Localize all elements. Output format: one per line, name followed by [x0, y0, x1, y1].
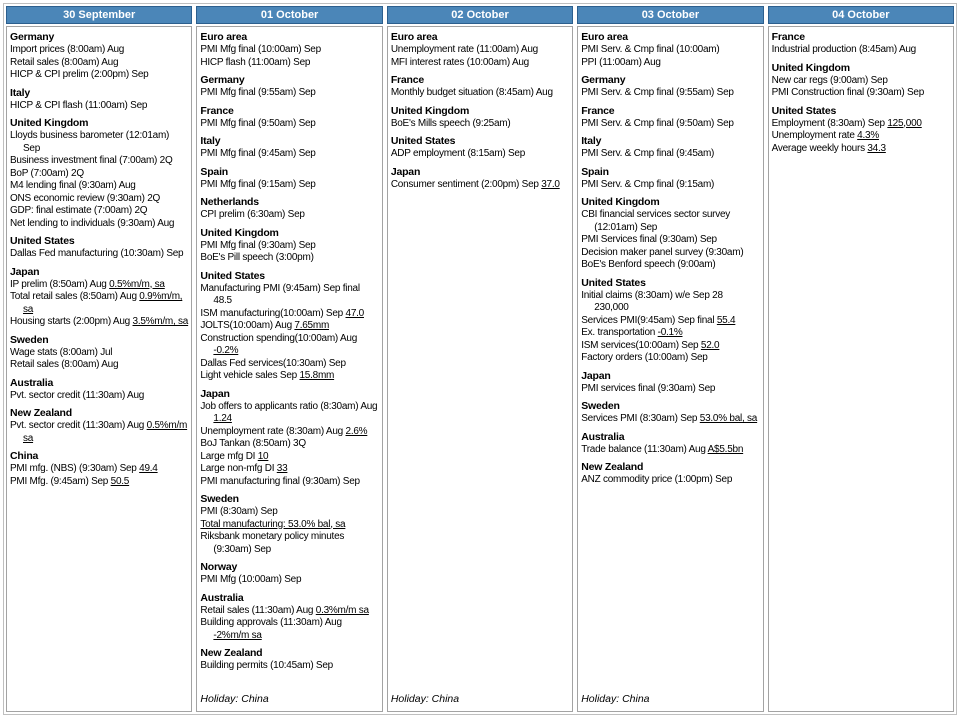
country-group [200, 647, 378, 673]
country-group [10, 407, 188, 445]
event-line [581, 57, 759, 70]
event-value-underlined: 0.5%m/m, sa [109, 278, 165, 290]
event-line [200, 44, 378, 57]
event-text: PMI Serv. & Cmp final (9:50am) Sep [581, 117, 734, 129]
country-name: United States [771, 104, 837, 117]
event-line [10, 420, 188, 445]
event-text: Services PMI (8:30am) Sep [581, 413, 700, 424]
event-line [581, 179, 759, 192]
event-line [200, 252, 378, 265]
event-value-underlined: 2.6% [345, 425, 368, 437]
date-header: 03 October [577, 6, 763, 24]
event-text: Housing starts (2:00pm) Aug [10, 316, 133, 327]
event-text: New car regs (9:00am) Sep [771, 74, 888, 86]
event-value-underlined: 0.5%m/m sa [23, 420, 188, 444]
country-group [581, 74, 759, 100]
country-name: Germany [10, 31, 55, 43]
country-group [10, 377, 188, 403]
event-value-underlined: Total manufacturing: 53.0% bal, sa [200, 518, 346, 530]
event-line [10, 390, 188, 403]
event-text: Business investment final (7:00am) 2Q [10, 155, 173, 166]
event-text: GDP: final estimate (7:00am) 2Q [10, 205, 148, 216]
country-name: New Zealand [10, 407, 72, 419]
event-text: Retail sales (8:00am) Aug [10, 56, 119, 68]
event-text: PMI Serv. & Cmp final (9:15am) [581, 178, 715, 190]
country-name: Spain [200, 165, 228, 178]
event-line [10, 155, 188, 168]
event-value-underlined: 34.3 [867, 142, 886, 154]
event-line [200, 617, 378, 642]
event-text: HICP & CPI flash (11:00am) Sep [10, 99, 148, 111]
event-line [200, 574, 378, 587]
event-text: ISM services(10:00am) Sep [581, 339, 701, 351]
event-text: Retail sales (8:00am) Aug [10, 359, 119, 370]
event-text: IP prelim (8:50am) Aug [10, 278, 110, 290]
event-line [10, 248, 188, 261]
country-name: Euro area [200, 31, 248, 43]
event-text: PPI (11:00am) Aug [581, 56, 661, 68]
event-text: PMI Mfg (10:00am) Sep [200, 574, 302, 585]
event-text: JOLTS(10:00am) Aug [200, 320, 295, 331]
country-group [772, 31, 950, 57]
event-text: PMI Services final (9:30am) Sep [581, 234, 717, 245]
holiday-note: Holiday: China [390, 693, 460, 705]
event-line [10, 130, 188, 155]
event-line [10, 218, 188, 231]
event-line [581, 209, 759, 234]
country-name: Norway [200, 561, 238, 573]
event-line [581, 444, 759, 457]
event-text: Wage stats (8:00am) Jul [10, 346, 113, 358]
event-text: Manufacturing PMI (9:45am) Sep final 48.5 [200, 282, 360, 306]
holiday-note: Holiday: China [200, 693, 269, 705]
country-name: Italy [10, 86, 31, 99]
event-line [10, 193, 188, 206]
event-line [391, 44, 569, 57]
event-line [772, 118, 950, 131]
event-value-underlined: 49.4 [139, 463, 158, 474]
day-column-2 [196, 6, 382, 712]
holiday-note: Holiday: China [581, 693, 650, 705]
day-events [387, 26, 573, 712]
event-text: Large mfg DI [200, 450, 258, 462]
event-text: Dallas Fed manufacturing (10:30am) Sep [10, 248, 184, 259]
day-column-3 [387, 6, 573, 712]
event-text: PMI Mfg final (10:00am) Sep [200, 44, 321, 55]
country-group [10, 266, 188, 329]
event-text: BoE's Pill speech (3:00pm) [200, 252, 314, 263]
event-text: Employment (8:30am) Sep [771, 117, 888, 129]
country-group [200, 105, 378, 131]
event-text: PMI manufacturing final (9:30am) Sep [200, 475, 360, 487]
country-name: France [771, 31, 805, 43]
event-text: Construction spending(10:00am) Aug [200, 332, 358, 344]
economic-calendar [6, 6, 954, 712]
event-text: Decision maker panel survey (9:30am) [581, 246, 744, 258]
event-line [10, 316, 188, 329]
event-line [581, 87, 759, 100]
event-line [200, 118, 378, 131]
event-text: PMI Mfg final (9:15am) Sep [200, 178, 316, 190]
country-name: United Kingdom [390, 104, 470, 117]
event-line [581, 413, 759, 426]
country-name: France [581, 104, 615, 117]
country-group [200, 227, 378, 265]
event-line [10, 359, 188, 372]
event-text: Riksbank monetary policy minutes (9:30am) Sep [200, 531, 345, 555]
country-group [581, 196, 759, 272]
event-text: PMI Mfg final (9:30am) Sep [200, 239, 316, 251]
country-group [581, 277, 759, 365]
event-line [581, 234, 759, 247]
event-line [772, 143, 950, 156]
country-group [200, 493, 378, 556]
event-text: Job offers to applicants ratio (8:30am) Aug [200, 400, 378, 412]
event-line [200, 476, 378, 489]
event-text: ISM manufacturing(10:00am) Sep [200, 307, 346, 319]
country-group [772, 105, 950, 156]
event-line [10, 100, 188, 113]
event-line [200, 451, 378, 464]
country-name: Spain [581, 165, 609, 178]
event-line [391, 57, 569, 70]
country-group [200, 592, 378, 643]
event-line [200, 463, 378, 476]
event-text: ADP employment (8:15am) Sep [390, 148, 526, 159]
event-line [200, 283, 378, 308]
country-group [10, 31, 188, 82]
event-line [10, 44, 188, 57]
event-text: Pvt. sector credit (11:30am) Aug [10, 420, 147, 431]
event-text: PMI (8:30am) Sep [200, 506, 278, 517]
event-text: Building permits (10:45am) Sep [200, 660, 333, 671]
event-text: M4 lending final (9:30am) Aug [10, 180, 136, 191]
country-name: United States [200, 269, 265, 282]
event-line [200, 333, 378, 358]
event-line [10, 57, 188, 70]
event-line [200, 401, 378, 426]
event-line [581, 247, 759, 260]
event-text: Monthly budget situation (8:45am) Aug [390, 87, 553, 98]
event-value-underlined: 33 [276, 463, 288, 474]
event-line [200, 240, 378, 253]
country-name: China [10, 450, 39, 462]
event-value-underlined: 125,000 [887, 117, 922, 129]
event-line [581, 148, 759, 161]
event-text: PMI Mfg. (9:45am) Sep [10, 475, 111, 487]
event-text: MFI interest rates (10:00am) Aug [390, 56, 529, 68]
country-name: United States [581, 276, 646, 289]
country-name: United Kingdom [200, 226, 279, 239]
country-group [391, 166, 569, 192]
date-header: 04 October [768, 6, 954, 24]
event-text: Net lending to individuals (9:30am) Aug [10, 217, 175, 229]
country-name: Sweden [10, 333, 49, 346]
event-text: Average weekly hours [771, 142, 868, 154]
event-text: Unemployment rate (11:00am) Aug [390, 44, 538, 55]
event-line [391, 179, 569, 192]
event-text: HICP & CPI prelim (2:00pm) Sep [10, 69, 149, 80]
event-line [10, 291, 188, 316]
event-text: Initial claims (8:30am) w/e Sep 28 230,000 [581, 289, 723, 313]
event-line [10, 476, 188, 489]
event-text: Large non-mfg DI [200, 463, 277, 474]
event-line [200, 308, 378, 321]
country-group [200, 196, 378, 222]
event-text: BoE's Benford speech (9:00am) [581, 259, 716, 270]
event-text: Building approvals (11:30am) Aug [200, 617, 342, 628]
event-value-underlined: 0.3%m/m sa [315, 604, 369, 616]
event-value-underlined: 10 [257, 450, 269, 462]
day-column-5 [768, 6, 954, 712]
country-group [391, 31, 569, 69]
calendar-table-frame [3, 3, 957, 715]
country-name: Japan [390, 165, 421, 178]
event-text: Total retail sales (8:50am) Aug [10, 291, 140, 302]
country-name: Japan [200, 387, 230, 400]
country-name: Japan [581, 369, 611, 382]
country-group [200, 561, 378, 587]
event-text: Ex. transportation [581, 327, 658, 338]
event-line [581, 340, 759, 353]
event-line [200, 605, 378, 618]
event-text: PMI Serv. & Cmp final (9:45am) [581, 148, 715, 159]
event-value-underlined: 52.0 [700, 339, 720, 351]
event-line [772, 75, 950, 88]
country-group [200, 74, 378, 100]
event-value-underlined: 15.8mm [299, 370, 335, 381]
country-name: Italy [200, 135, 221, 147]
country-name: Australia [581, 430, 625, 443]
event-line [200, 426, 378, 439]
date-header: 02 October [387, 6, 573, 24]
event-text: PMI Mfg final (9:45am) Sep [200, 148, 316, 159]
country-group [581, 105, 759, 131]
event-text: PMI Construction final (9:30am) Sep [771, 87, 925, 98]
event-line [391, 118, 569, 131]
event-text: CBI financial services sector survey (12:01am) Sep [581, 209, 731, 233]
country-name: New Zealand [200, 647, 263, 659]
event-line [200, 179, 378, 192]
event-text: BoE's Mills speech (9:25am) [390, 117, 511, 129]
event-text: ANZ commodity price (1:00pm) Sep [581, 474, 733, 485]
country-group [772, 62, 950, 100]
day-events [577, 26, 763, 712]
event-text: PMI mfg. (NBS) (9:30am) Sep [10, 463, 140, 474]
event-value-underlined: 7.65mm [294, 320, 330, 331]
event-text: Consumer sentiment (2:00pm) Sep [390, 178, 542, 190]
country-name: Euro area [581, 31, 628, 43]
country-group [200, 31, 378, 69]
country-group [10, 235, 188, 261]
event-text: HICP flash (11:00am) Sep [200, 56, 311, 68]
day-events [6, 26, 192, 712]
event-text: PMI Serv. & Cmp final (10:00am) [581, 44, 720, 55]
country-name: Euro area [390, 31, 438, 43]
event-text: Pvt. sector credit (11:30am) Aug [10, 389, 145, 401]
event-text: Unemployment rate (8:30am) Aug [200, 425, 346, 437]
country-group [581, 431, 759, 457]
country-group [581, 461, 759, 487]
country-group [581, 135, 759, 161]
event-line [10, 180, 188, 193]
event-text: Lloyds business barometer (12:01am) Sep [10, 130, 170, 154]
event-line [200, 370, 378, 383]
day-column-4 [577, 6, 763, 712]
event-line [200, 320, 378, 333]
country-name: Japan [10, 265, 40, 278]
event-line [581, 327, 759, 340]
event-line [200, 531, 378, 556]
event-line [10, 69, 188, 82]
country-group [200, 166, 378, 192]
event-value-underlined: -2%m/m sa [213, 629, 262, 641]
country-group [391, 135, 569, 161]
country-group [10, 117, 188, 230]
country-name: United Kingdom [581, 196, 660, 208]
event-value-underlined: 55.4 [716, 314, 736, 326]
country-group [391, 105, 569, 131]
event-line [200, 87, 378, 100]
date-header: 01 October [196, 6, 382, 24]
event-line [200, 506, 378, 519]
event-value-underlined: 0.9%m/m, sa [23, 291, 183, 315]
country-group [581, 370, 759, 396]
country-group [10, 87, 188, 113]
event-text: PMI Mfg final (9:55am) Sep [200, 87, 316, 98]
country-name: Sweden [200, 493, 239, 505]
event-text: Dallas Fed services(10:30am) Sep [200, 357, 346, 369]
event-text: Industrial production (8:45am) Aug [771, 44, 916, 55]
event-line [772, 44, 950, 57]
country-group [581, 166, 759, 192]
country-name: New Zealand [581, 461, 644, 473]
country-name: United States [10, 235, 75, 247]
event-line [200, 519, 378, 532]
event-text: BoP (7:00am) 2Q [10, 167, 84, 179]
event-text: Retail sales (11:30am) Aug [200, 604, 316, 616]
country-name: Australia [200, 591, 244, 604]
event-line [581, 474, 759, 487]
country-group [10, 334, 188, 372]
event-line [200, 209, 378, 222]
country-group [391, 74, 569, 100]
country-name: France [390, 74, 425, 86]
event-line [200, 660, 378, 673]
event-line [581, 44, 759, 57]
event-text: Factory orders (10:00am) Sep [581, 352, 708, 363]
country-name: Sweden [581, 400, 620, 412]
country-group [10, 450, 188, 488]
country-name: Germany [200, 74, 245, 86]
event-line [391, 87, 569, 100]
event-text: BoJ Tankan (8:50am) 3Q [200, 438, 306, 449]
event-text: Trade balance (11:30am) Aug [581, 443, 708, 455]
event-text: PMI Serv. & Cmp final (9:55am) Sep [581, 87, 734, 98]
event-text: CPI prelim (6:30am) Sep [200, 209, 305, 220]
country-group [581, 31, 759, 69]
event-line [10, 347, 188, 360]
event-line [772, 130, 950, 143]
event-value-underlined: 4.3% [857, 130, 879, 141]
event-line [10, 168, 188, 181]
event-value-underlined: 50.5 [110, 475, 130, 487]
country-name: Netherlands [200, 196, 259, 208]
event-line [200, 358, 378, 371]
day-events [196, 26, 382, 712]
event-line [10, 463, 188, 476]
event-line [581, 352, 759, 365]
event-value-underlined: -0.1% [657, 327, 683, 338]
day-column-1 [6, 6, 192, 712]
event-line [581, 290, 759, 315]
country-name: United States [390, 135, 456, 147]
country-name: France [200, 104, 234, 117]
event-text: PMI Mfg final (9:50am) Sep [200, 117, 316, 129]
country-group [581, 400, 759, 426]
event-line [581, 118, 759, 131]
country-name: United Kingdom [771, 61, 850, 74]
event-line [581, 383, 759, 396]
event-text: Services PMI(9:45am) Sep final [581, 314, 717, 326]
date-header: 30 September [6, 6, 192, 24]
event-value-underlined: A$5.5bn [707, 443, 744, 455]
country-name: Germany [581, 74, 626, 86]
event-value-underlined: 53.0% bal, sa [699, 413, 758, 424]
event-line [772, 87, 950, 100]
event-value-underlined: 47.0 [345, 307, 364, 319]
event-text: Light vehicle sales Sep [200, 370, 300, 381]
event-line [10, 279, 188, 292]
event-line [200, 57, 378, 70]
event-value-underlined: 3.5%m/m, sa [132, 316, 189, 327]
country-name: United Kingdom [10, 117, 89, 129]
event-text: PMI services final (9:30am) Sep [581, 382, 716, 394]
event-line [200, 438, 378, 451]
country-group [200, 388, 378, 489]
event-text: Import prices (8:00am) Aug [10, 44, 125, 55]
country-name: Australia [10, 376, 54, 389]
event-line [581, 315, 759, 328]
country-group [200, 270, 378, 383]
event-value-underlined: 37.0 [541, 178, 560, 190]
country-name: Italy [581, 135, 602, 147]
event-line [581, 259, 759, 272]
day-events [768, 26, 954, 712]
event-line [200, 148, 378, 161]
event-line [391, 148, 569, 161]
event-line [10, 205, 188, 218]
event-value-underlined: 1.24 [213, 413, 232, 424]
event-value-underlined: -0.2% [213, 345, 239, 356]
event-text: ONS economic review (9:30am) 2Q [10, 192, 161, 204]
event-text: Unemployment rate [771, 130, 858, 141]
country-group [200, 135, 378, 161]
